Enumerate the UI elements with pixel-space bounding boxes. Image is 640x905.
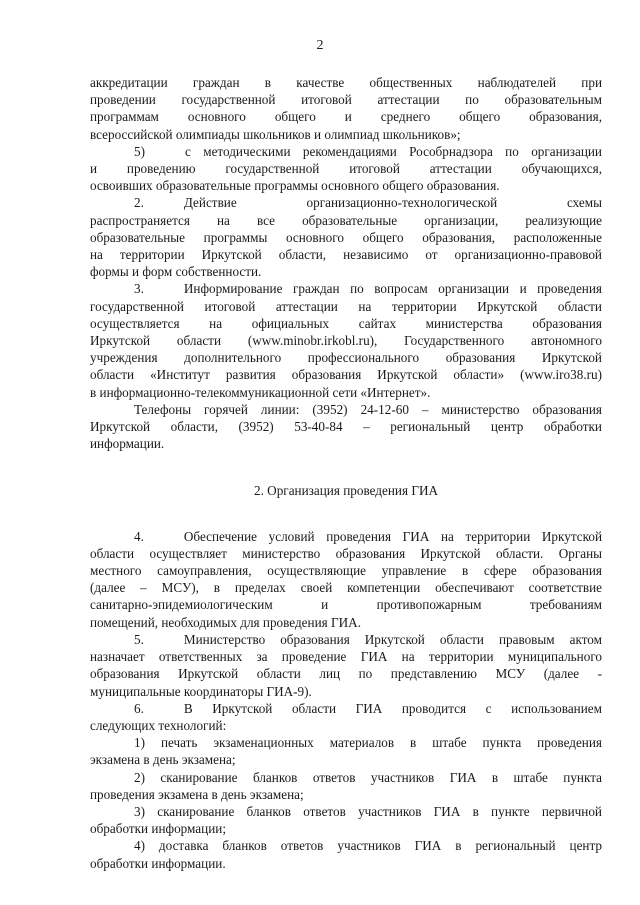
text-line: местного самоуправления, осуществляющие управление в сфере образования: [90, 563, 602, 579]
text-line: области «Институт развития образования Иркутской области» (www.iro38.ru): [90, 367, 602, 383]
text-line: следующих технологий:: [90, 717, 227, 733]
text-line: аккредитации граждан в качестве общественных наблюдателей при: [90, 75, 602, 90]
text-line: проведении государственной итоговой аттестации по образовательным: [90, 92, 602, 108]
list-item: 4) доставка бланков ответов участников ГИА в региональный центр: [134, 838, 602, 854]
page-number: 2: [316, 38, 324, 53]
text-line: санитарно-эпидемиологическим и противопожарным требованиям: [90, 597, 602, 613]
text-line: Иркутской области, (3952) 53-40-84 – региональный центр обработки: [90, 419, 602, 435]
text-line: муниципальные координаторы ГИА-9).: [90, 683, 312, 699]
item-text: В Иркутской области ГИА проводится с использованием: [183, 700, 602, 716]
item-text: Обеспечение условий проведения ГИА на территории Иркутской: [183, 528, 602, 544]
text-line: [90, 194, 602, 211]
text-line: программам основного общего и среднего общего образования,: [90, 109, 602, 125]
text-line: на территории Иркутской области, независимо от организационно-правовой: [90, 247, 602, 263]
item-number: 2.: [134, 195, 144, 211]
item-number: 5): [134, 143, 145, 159]
list-item: 3) сканирование бланков ответов участников ГИА в пункте первичной: [134, 803, 602, 819]
list-item: 1) печать экзаменационных материалов в штабе пункта проведения: [134, 735, 602, 751]
list-item-continuation: экзамена в день экзамена;: [90, 752, 236, 768]
text-line: учреждения дополнительного профессионального образования Иркутской: [90, 350, 602, 366]
text-line: информации.: [90, 436, 165, 452]
text-line: [90, 631, 602, 648]
text-line: помещений, необходимых для проведения ГИА.: [90, 614, 361, 630]
item-number: 3.: [134, 281, 144, 297]
section-heading: 2. Организация проведения ГИА: [253, 483, 438, 499]
list-item: 2) сканирование бланков ответов участников ГИА в штабе пункта: [134, 769, 602, 785]
list-item-continuation: обработки информации;: [90, 821, 226, 837]
item-text: Действие организационно-технологической схемы: [183, 195, 602, 211]
text-line: всероссийской олимпиады школьников и олимпиад школьников»;: [90, 126, 461, 142]
text-line: образовательные программы основного общего образования, расположенные: [90, 229, 602, 245]
text-line: образования Иркутской области лиц по представлению МСУ (далее -: [90, 666, 602, 682]
text-line: [90, 528, 602, 545]
text-line: формы и форм собственности.: [90, 264, 262, 280]
text-line: [90, 700, 602, 717]
text-line: распространяется на все образовательные организации, реализующие: [90, 212, 602, 228]
item-number: 6.: [134, 700, 144, 716]
text-line: Иркутской области (www.minobr.irkobl.ru), Государственного автономного: [90, 333, 602, 349]
text-line: [90, 143, 602, 160]
text-line: области осуществляет министерство образования Иркутской области. Органы: [90, 545, 602, 561]
item-number: 5.: [134, 631, 144, 647]
item-text: с методическими рекомендациями Рособрнадзора по организации: [185, 143, 602, 159]
text-line: назначает ответственных за проведение ГИА на территории муниципального: [90, 649, 602, 665]
text-line: освоивших образовательные программы основного общего образования.: [90, 178, 500, 194]
list-item-continuation: проведения экзамена в день экзамена;: [90, 786, 304, 802]
item-text: Информирование граждан по вопросам организации и проведения: [183, 281, 602, 297]
text-line: и проведению государственной итоговой аттестации обучающихся,: [90, 161, 602, 177]
text-line: в информационно-телекоммуникационной сети «Интернет».: [90, 384, 431, 400]
item-text: Министерство образования Иркутской области правовым актом: [183, 631, 602, 647]
list-item-continuation: обработки информации.: [90, 855, 226, 871]
item-number: 4.: [134, 528, 144, 544]
text-line: Телефоны горячей линии: (3952) 24-12-60 – министерство образования: [134, 401, 602, 417]
text-line: (далее – МСУ), в пределах своей компетенции обеспечивают соответствие: [90, 580, 602, 596]
document-body: [90, 74, 602, 872]
text-line: государственной итоговой аттестации на территории Иркутской области: [90, 298, 602, 314]
text-line: осуществляется на официальных сайтах министерства образования: [90, 315, 602, 331]
text-line: [90, 280, 602, 297]
